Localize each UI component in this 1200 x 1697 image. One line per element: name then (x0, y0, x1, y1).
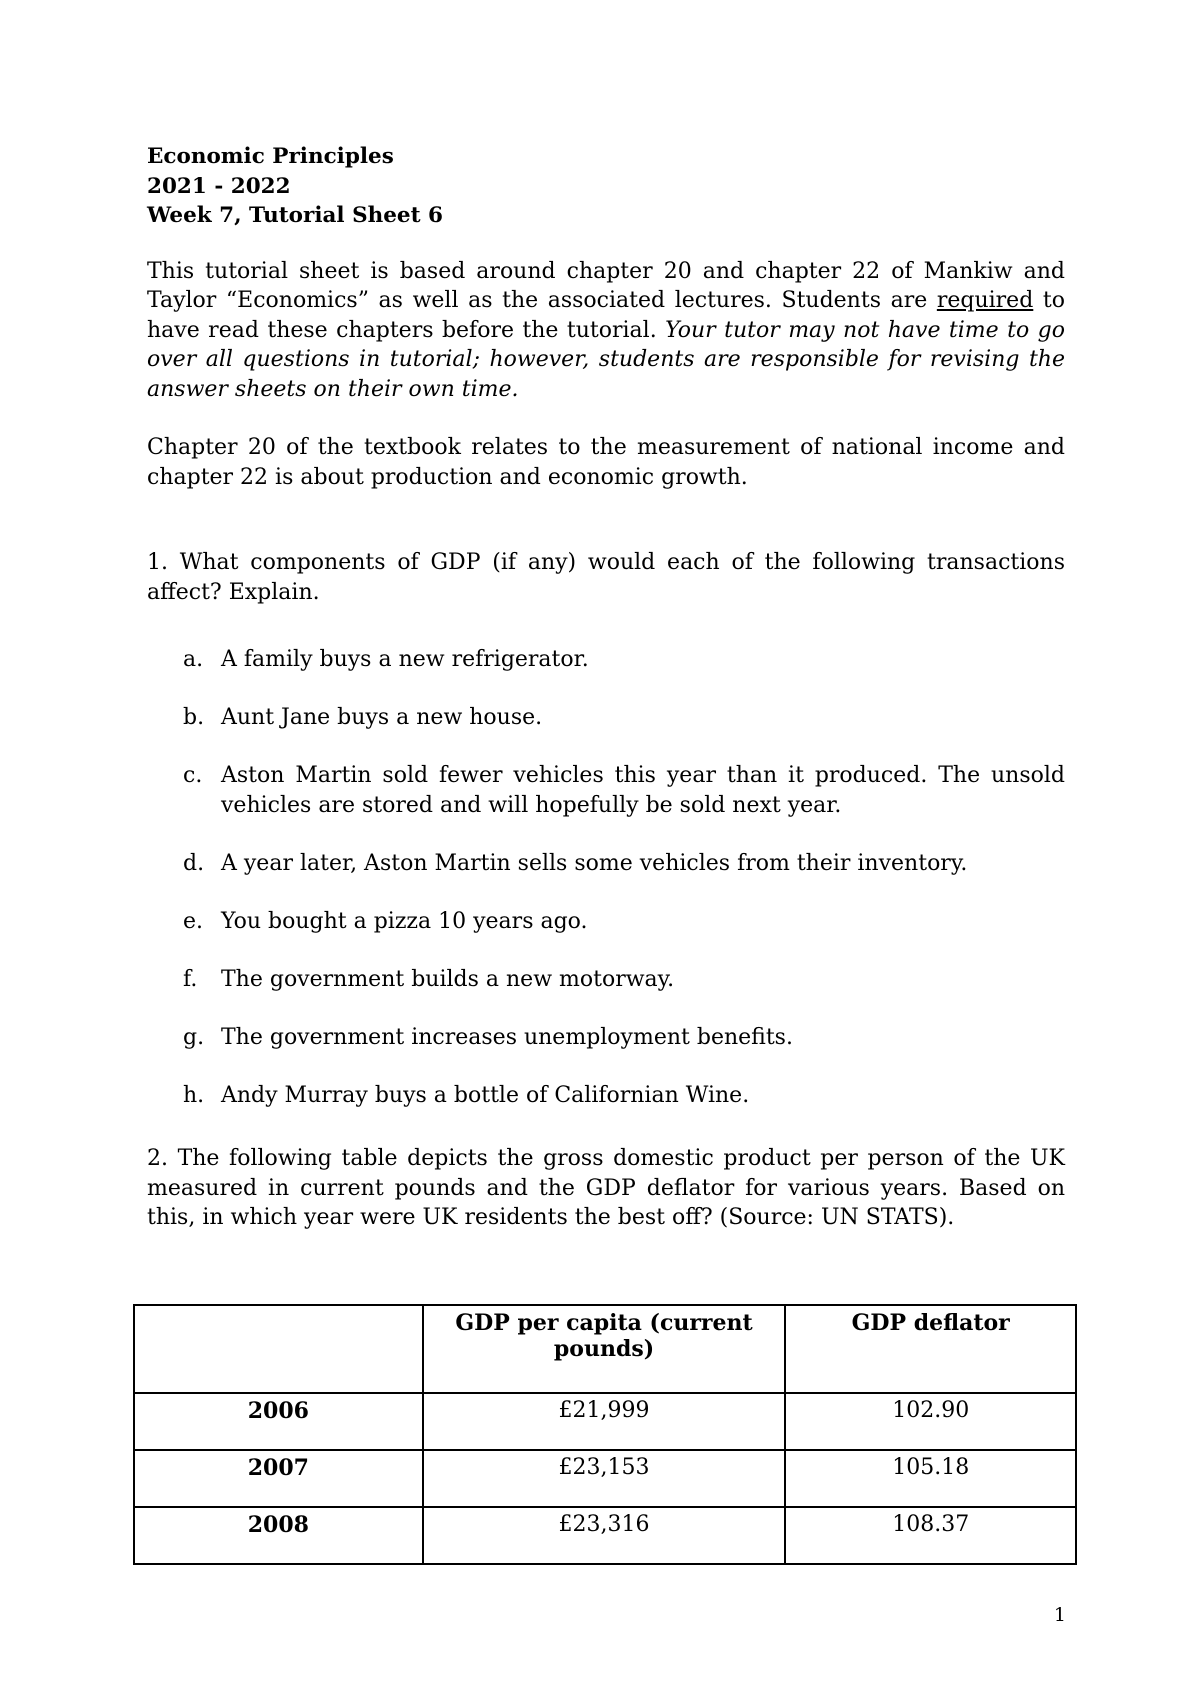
sheet-title: Week 7, Tutorial Sheet 6 (147, 203, 443, 228)
item-text: A year later, Aston Martin sells some vehicles from their inventory. (221, 850, 968, 876)
item-text: Aston Martin sold fewer vehicles this year than it produced. The unsold vehicles are stored and will hopefully be sold next year. (221, 763, 1065, 818)
item-text: Aunt Jane buys a new house. (221, 705, 543, 730)
list-item (147, 907, 1065, 937)
item-letter: f. (183, 966, 198, 992)
deflator-cell: 102.90 (785, 1393, 1076, 1450)
table-row (134, 1507, 1076, 1564)
intro-italic-note: Your tutor may not have time to go over all questions in tutorial; however, students are responsible for revising the answer sheets on their own time. (147, 317, 1065, 402)
table-row (134, 1393, 1076, 1450)
question-1-items (147, 645, 1065, 1110)
year-cell: 2008 (134, 1507, 423, 1564)
item-letter: c. (183, 763, 203, 788)
intro-underlined-word: required (936, 288, 1034, 313)
table-header-cell: GDP per capita (current pounds) (423, 1305, 786, 1393)
list-item (147, 965, 1065, 995)
item-text: You bought a pizza 10 years ago. (221, 908, 588, 934)
question-2: 2. The following table depicts the gross domestic product per person of the UK measured in current pounds and the GDP deflator for various years. Based on this, in which year were UK residents the best off? (Source: UN STATS). (147, 1146, 1065, 1230)
item-letter: e. (183, 908, 204, 934)
gdp-cell: £23,316 (423, 1507, 786, 1564)
question-1: 1. What components of GDP (if any) would each of the following transactions affect? Explain. (147, 550, 1065, 605)
item-letter: a. (183, 647, 204, 672)
list-item (147, 1023, 1065, 1053)
page-number: 1 (1053, 1604, 1066, 1626)
intro-text-2: to have read these chapters before the tutorial. (147, 288, 1065, 343)
table-header-row (134, 1305, 1076, 1393)
item-text: The government increases unemployment benefits. (221, 1024, 793, 1050)
list-item (147, 1081, 1065, 1111)
item-letter: b. (183, 705, 205, 730)
table-header-cell (134, 1305, 423, 1393)
gdp-cell: £23,153 (423, 1450, 786, 1507)
gdp-cell: £21,999 (423, 1393, 786, 1450)
item-letter: g. (183, 1024, 205, 1050)
deflator-cell: 105.18 (785, 1450, 1076, 1507)
item-text: A family buys a new refrigerator. (221, 647, 589, 672)
year-cell: 2006 (134, 1393, 423, 1450)
academic-year: 2021 - 2022 (147, 173, 291, 199)
list-item (147, 761, 1065, 820)
item-text: The government builds a new motorway. (221, 966, 675, 992)
chapter-description: Chapter 20 of the textbook relates to the measurement of national income and chapter 22 is about production and economic growth. (147, 435, 1065, 490)
content-column (147, 142, 1065, 1233)
table-header-cell: GDP deflator (785, 1305, 1076, 1393)
gdp-table (133, 1304, 1077, 1565)
year-cell: 2007 (134, 1450, 423, 1507)
course-title: Economic Principles (147, 144, 394, 169)
item-text: Andy Murray buys a bottle of Californian Wine. (221, 1082, 750, 1108)
intro-paragraph (147, 257, 1065, 405)
deflator-cell: 108.37 (785, 1507, 1076, 1564)
item-letter: h. (183, 1082, 205, 1108)
list-item (147, 703, 1065, 733)
item-letter: d. (183, 850, 205, 876)
list-item (147, 645, 1065, 675)
table-row (134, 1450, 1076, 1507)
intro-text-1: This tutorial sheet is based around chapter 20 and chapter 22 of Mankiw and Taylor “Economics” as well as the associated lectures. Students are (147, 258, 1065, 313)
list-item (147, 849, 1065, 879)
